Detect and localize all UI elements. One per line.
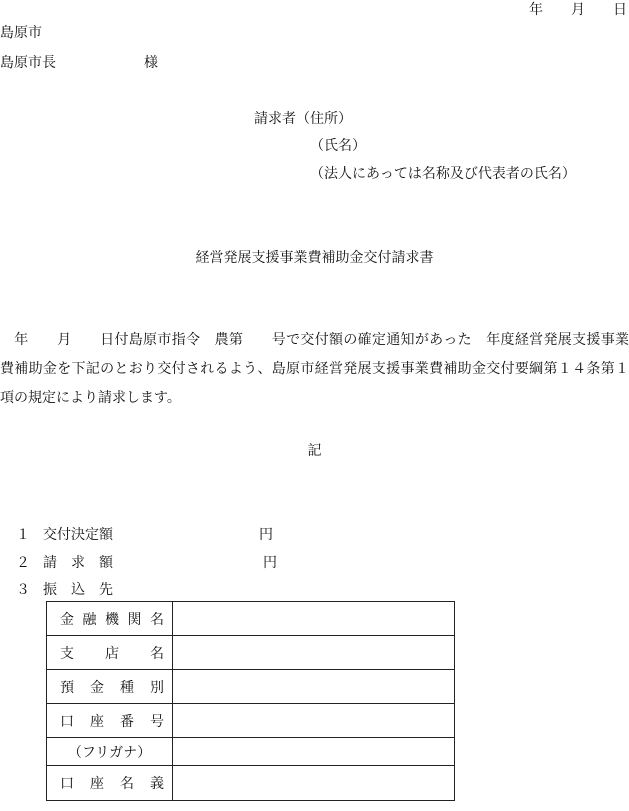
table-row bbox=[47, 670, 455, 704]
item-amount-requested bbox=[16, 554, 113, 572]
item-unit: 円 bbox=[259, 527, 273, 543]
document-title: 経営発展支援事業費補助金交付請求書 bbox=[195, 250, 434, 266]
item-label: 振 込 先 bbox=[43, 582, 113, 598]
body-paragraph: 年 月 日付島原市指令 農第 号で交付額の確定通知があった 年度経営発展支援事業費補助金を下記のとおり交付されるよう、島原市経営発展支援事業費補助金交付要綱第１４条第１項の規定により請求します。 bbox=[0, 332, 629, 406]
date-line bbox=[529, 1, 627, 19]
row-label-branch: 支店名 bbox=[47, 636, 173, 670]
row-label-bank-name: 金融機関名 bbox=[47, 602, 173, 636]
ki-heading: 記 bbox=[307, 443, 322, 459]
item-label: 請 求 額 bbox=[43, 555, 113, 571]
addressee-city: 島原市 bbox=[0, 25, 42, 41]
bank-account-table bbox=[46, 601, 455, 801]
item-unit: 円 bbox=[263, 555, 277, 571]
requester-address-label: 請求者（住所） bbox=[254, 111, 352, 127]
item-amount-decided bbox=[16, 526, 113, 544]
account-number-field[interactable] bbox=[173, 704, 455, 738]
furigana-field[interactable] bbox=[173, 738, 455, 766]
branch-field[interactable] bbox=[173, 636, 455, 670]
table-row bbox=[47, 766, 455, 801]
account-holder-field[interactable] bbox=[173, 766, 455, 801]
item-number: １ bbox=[16, 527, 30, 543]
date-month: 月 bbox=[571, 2, 585, 18]
row-label-deposit-type: 預金種別 bbox=[47, 670, 173, 704]
item-label: 交付決定額 bbox=[43, 527, 113, 543]
row-label-furigana: （フリガナ） bbox=[47, 738, 173, 766]
addressee-honorific: 様 bbox=[144, 55, 158, 71]
addressee-line bbox=[0, 54, 158, 72]
date-year: 年 bbox=[529, 2, 543, 18]
row-label-account-number: 口座番号 bbox=[47, 704, 173, 738]
requester-name-label: （氏名） bbox=[310, 138, 366, 154]
addressee-mayor: 島原市長 bbox=[0, 55, 56, 71]
table-row bbox=[47, 636, 455, 670]
bank-name-field[interactable] bbox=[173, 602, 455, 636]
item-transfer-destination bbox=[16, 581, 113, 599]
table-row bbox=[47, 602, 455, 636]
item-number: ３ bbox=[16, 582, 30, 598]
date-day: 日 bbox=[613, 2, 627, 18]
deposit-type-field[interactable] bbox=[173, 670, 455, 704]
requester-corp-label: （法人にあっては名称及び代表者の氏名） bbox=[310, 166, 576, 182]
table-row bbox=[47, 704, 455, 738]
item-number: ２ bbox=[16, 555, 30, 571]
row-label-account-holder: 口座名義 bbox=[47, 766, 173, 801]
table-row bbox=[47, 738, 455, 766]
